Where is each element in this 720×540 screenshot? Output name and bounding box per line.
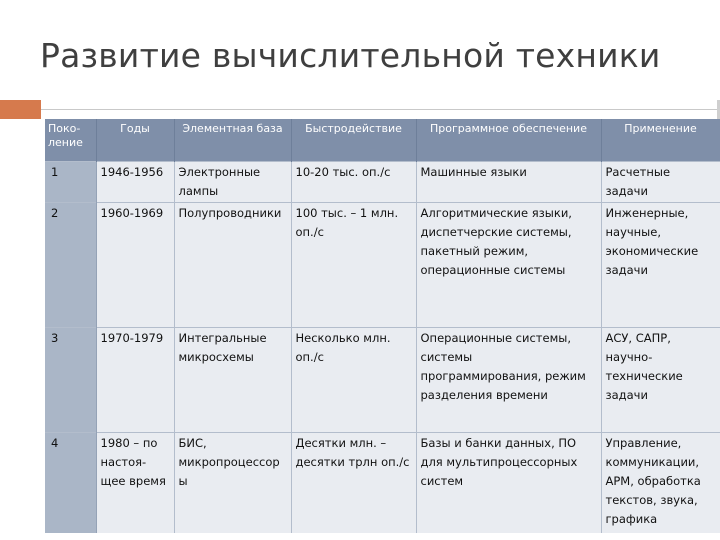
- cell-application: Управление, коммуникации, АРМ, обработка текстов, звука, графика: [601, 432, 720, 533]
- header-element-base: Элементная база: [174, 119, 291, 161]
- accent-bar: [0, 100, 41, 119]
- cell-element-base: Полупроводники: [174, 202, 291, 327]
- cell-speed: 10-20 тыс. оп./с: [291, 161, 416, 202]
- cell-software: Машинные языки: [416, 161, 601, 202]
- cell-generation: 3: [45, 327, 96, 432]
- cell-application: Инженерные, научные, экономические задачи: [601, 202, 720, 327]
- table-row: [45, 202, 720, 327]
- cell-element-base: Электронные лампы: [174, 161, 291, 202]
- title-divider: [41, 109, 720, 110]
- cell-speed: 100 тыс. – 1 млн. оп./с: [291, 202, 416, 327]
- generations-table: [45, 119, 720, 533]
- cell-generation: 1: [45, 161, 96, 202]
- header-software: Программное обеспечение: [416, 119, 601, 161]
- table-row: [45, 161, 720, 202]
- cell-element-base: Интегральные микросхемы: [174, 327, 291, 432]
- cell-years: 1980 – по настоя-щее время: [96, 432, 174, 533]
- header-speed: Быстродействие: [291, 119, 416, 161]
- cell-years: 1960-1969: [96, 202, 174, 327]
- cell-speed: Несколько млн. оп./с: [291, 327, 416, 432]
- cell-years: 1970-1979: [96, 327, 174, 432]
- header-generation: Поко-ление: [45, 119, 96, 161]
- cell-speed: Десятки млн. – десятки трлн оп./с: [291, 432, 416, 533]
- cell-software: Алгоритмические языки, диспетчерские системы, пакетный режим, операционные системы: [416, 202, 601, 327]
- cell-application: АСУ, САПР, научно-технические задачи: [601, 327, 720, 432]
- slide-title: Развитие вычислительной техники: [40, 36, 661, 75]
- cell-years: 1946-1956: [96, 161, 174, 202]
- cell-software: Базы и банки данных, ПО для мультипроцессорных систем: [416, 432, 601, 533]
- header-application: Применение: [601, 119, 720, 161]
- header-years: Годы: [96, 119, 174, 161]
- table-row: [45, 432, 720, 533]
- cell-application: Расчетные задачи: [601, 161, 720, 202]
- cell-element-base: БИС, микропроцессор ы: [174, 432, 291, 533]
- cell-generation: 4: [45, 432, 96, 533]
- table-row: [45, 327, 720, 432]
- table-header-row: [45, 119, 720, 161]
- cell-software: Операционные системы, системы программирования, режим разделения времени: [416, 327, 601, 432]
- cell-generation: 2: [45, 202, 96, 327]
